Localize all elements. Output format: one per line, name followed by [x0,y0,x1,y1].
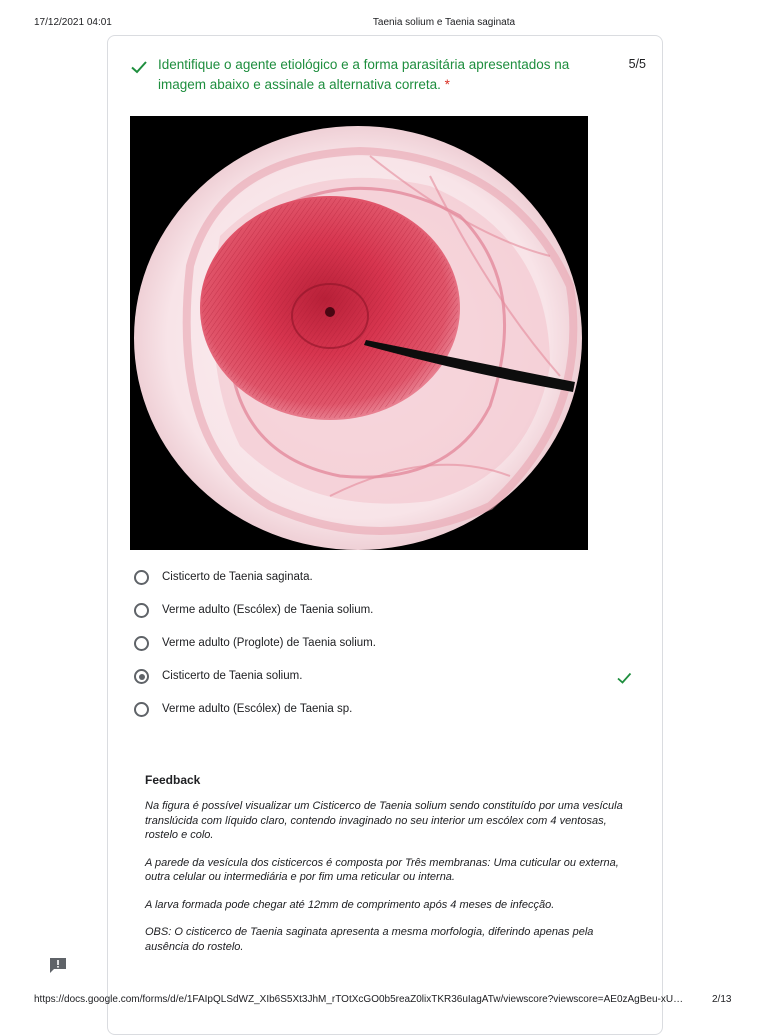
feedback-paragraph: A parede da vesícula dos cisticercos é composta por Três membranas: Uma cuticular ou externa, outra celular ou intermediária e por fim uma reticular ou interna. [145,856,619,883]
radio-button[interactable] [134,570,149,585]
radio-button[interactable] [134,603,149,618]
feedback-title: Feedback [145,773,201,787]
option-row[interactable] [134,628,654,661]
print-title: Taenia solium e Taenia saginata [372,17,516,28]
print-header [0,17,768,31]
option-label: Verme adulto (Proglote) de Taenia solium. [162,637,376,649]
option-row[interactable] [134,595,654,628]
option-row[interactable] [134,694,654,727]
check-icon [130,58,148,76]
required-mark: * [444,77,450,92]
feedback-paragraph: Na figura é possível visualizar um Cisticerco de Taenia solium sendo constituído por uma vesícula translúcida com líquido claro, contendo invaginado no seu interior um escólex com 4 ventosas, rostelo e colo. [145,800,623,841]
question-title [158,55,608,95]
option-label: Cisticerto de Taenia saginata. [162,571,313,583]
question-text: Identifique o agente etiológico e a forma parasitária apresentados na imagem abaixo e assinale a alternativa correta. [158,57,570,92]
option-row-selected[interactable] [134,661,654,694]
print-date: 17/12/2021 04:01 [34,17,112,28]
option-label: Verme adulto (Escólex) de Taenia sp. [162,703,353,715]
feedback-paragraph: OBS: O cisticerco de Taenia saginata apresenta a mesma morfologia, diferindo apenas pela ausência do rostelo. [145,926,594,953]
page-url: https://docs.google.com/forms/d/e/1FAIpQLSdWZ_XIb6S5Xt3JhM_rTOtXcGO0b5reaZ0lixTKR36uIagATw/viewscore?viewscore=AE0zAgBeu-xU… [34,994,684,1005]
feedback-section [145,773,625,967]
correct-check-icon [616,670,632,686]
radio-button[interactable] [134,702,149,717]
page-number: 2/13 [712,994,732,1005]
option-label: Verme adulto (Escólex) de Taenia solium. [162,604,374,616]
feedback-paragraph: A larva formada pode chegar até 12mm de comprimento após 4 meses de infecção. [145,898,555,911]
question-score: 5/5 [628,57,646,71]
option-label: Cisticerto de Taenia solium. [162,670,303,682]
report-feedback-icon[interactable] [49,957,67,973]
answer-options [134,562,654,727]
option-row[interactable] [134,562,654,595]
question-image [130,116,588,550]
radio-button-selected[interactable] [134,669,149,684]
radio-button[interactable] [134,636,149,651]
